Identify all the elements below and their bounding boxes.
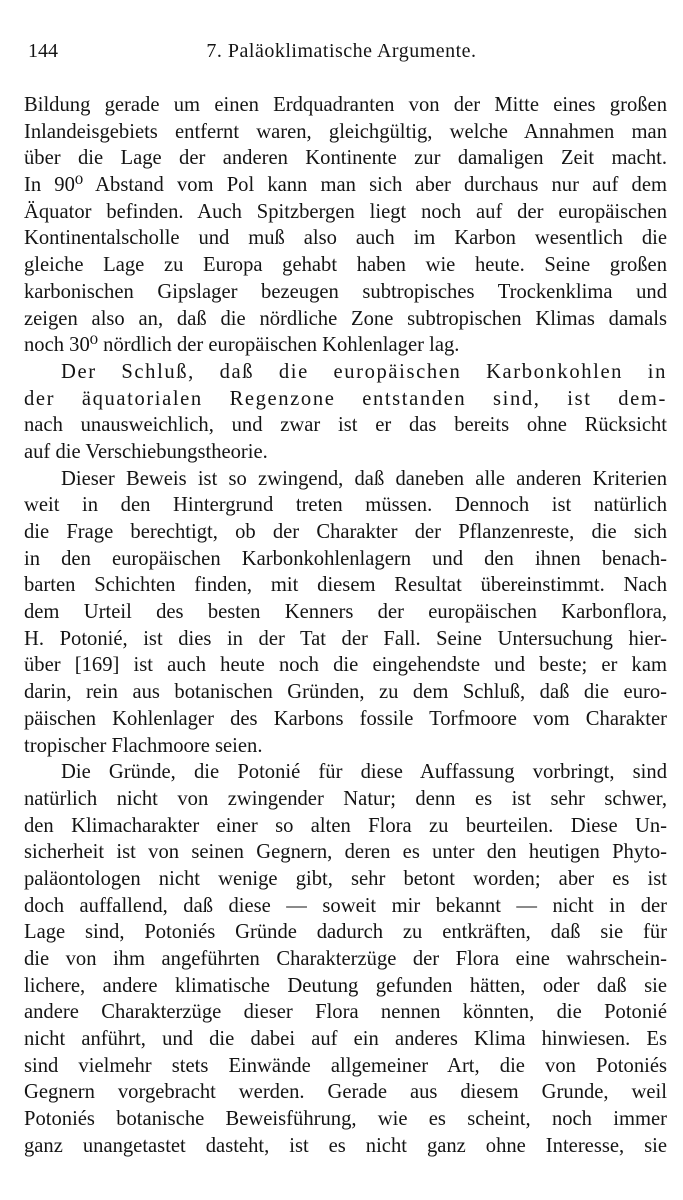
- text-line: paläontologen nicht wenige gibt, sehr betont worden; aber es ist: [24, 867, 667, 890]
- text-line: Inlandeisgebiets entfernt waren, gleichgültig, welche Annahmen man: [24, 120, 667, 143]
- text-line: zeigen also an, daß die nördliche Zone subtropischen Klimas damals: [24, 307, 667, 330]
- text-line: sind vielmehr stets Einwände allgemeiner Art, die von Potoniés: [24, 1054, 667, 1077]
- text-line: Äquator befinden. Auch Spitzbergen liegt noch auf der europäischen: [24, 200, 667, 223]
- text-line: Potoniés botanische Beweisführung, wie es scheint, noch immer: [24, 1108, 667, 1131]
- text-line: gleiche Lage zu Europa gehabt haben wie heute. Seine großen: [24, 254, 667, 277]
- paragraph-start-line: Der Schluß, daß die europäischen Karbonkohlen in: [61, 360, 667, 383]
- text-line: tropischer Flachmoore seien.: [24, 734, 263, 757]
- page-number: 144: [28, 40, 58, 62]
- text-line: Bildung gerade um einen Erdquadranten von der Mitte eines großen: [24, 94, 667, 116]
- body-text: [24, 92, 667, 1160]
- text-line: lichere, andere klimatische Deutung gefunden hätten, oder daß sie: [24, 974, 667, 997]
- text-line: karbonischen Gipslager bezeugen subtropisches Trockenklima und: [24, 280, 667, 303]
- running-head: 7. Paläoklimatische Argumente.: [206, 40, 477, 62]
- text-line: natürlich nicht von zwingender Natur; denn es ist sehr schwer,: [24, 787, 667, 810]
- text-line: ganz unangetastet dasteht, ist es nicht ganz ohne Interesse, sie: [24, 1134, 667, 1157]
- text-line: Kontinentalscholle und muß also auch im Karbon wesentlich die: [24, 227, 667, 250]
- text-line: über [169] ist auch heute noch die eingehendste und beste; er kam: [24, 654, 667, 677]
- text-line: nicht anführt, und die dabei auf ein anderes Klima hinwiesen. Es: [24, 1028, 667, 1051]
- text-line: den Klimacharakter einer so alten Flora zu beurteilen. Diese Un-: [24, 814, 667, 837]
- text-line: sicherheit ist von seinen Gegnern, deren es unter den heutigen Phyto-: [24, 841, 667, 864]
- text-line: die von ihm angeführten Charakterzüge der Flora eine wahrschein-: [24, 948, 667, 970]
- text-line: nach unausweichlich, und zwar ist er das bereits ohne Rücksicht: [24, 414, 667, 437]
- text-line: doch auffallend, daß diese — soweit mir bekannt — nicht in der: [24, 894, 667, 917]
- text-line: in den europäischen Karbonkohlenlagern und den ihnen benach-: [24, 547, 667, 570]
- text-line: weit in den Hintergrund treten müssen. Dennoch ist natürlich: [24, 494, 667, 517]
- text-line: darin, rein aus botanischen Gründen, zu dem Schluß, daß die euro-: [24, 681, 667, 704]
- text-line: noch 30⁰ nördlich der europäischen Kohlenlager lag.: [24, 334, 460, 357]
- text-line: andere Charakterzüge dieser Flora nennen könnten, die Potonié: [24, 1001, 667, 1024]
- page-header: [22, 40, 661, 70]
- text-line: Lage sind, Potoniés Gründe dadurch zu entkräften, daß sie für: [24, 921, 667, 944]
- text-line: der äquatorialen Regenzone entstanden sind, ist dem-: [24, 387, 667, 410]
- paragraph-start-line: Die Gründe, die Potonié für diese Auffassung vorbringt, sind: [61, 761, 667, 784]
- text-line: H. Potonié, ist dies in der Tat der Fall. Seine Untersuchung hier-: [24, 627, 667, 650]
- text-line: dem Urteil des besten Kenners der europäischen Karbonflora,: [24, 601, 667, 624]
- text-line: In 90⁰ Abstand vom Pol kann man sich aber durchaus nur auf dem: [24, 174, 667, 197]
- text-line: über die Lage der anderen Kontinente zur damaligen Zeit macht.: [24, 147, 667, 170]
- text-line: auf die Verschiebungstheorie.: [24, 440, 268, 463]
- text-line: Gegnern vorgebracht werden. Gerade aus diesem Grunde, weil: [24, 1081, 667, 1104]
- text-line: barten Schichten finden, mit diesem Resultat übereinstimmt. Nach: [24, 574, 667, 597]
- paragraph-start-line: Dieser Beweis ist so zwingend, daß daneben alle anderen Kriterien: [61, 467, 667, 490]
- text-line: päischen Kohlenlager des Karbons fossile Torfmoore vom Charakter: [24, 707, 667, 730]
- text-line: die Frage berechtigt, ob der Charakter der Pflanzenreste, die sich: [24, 521, 667, 543]
